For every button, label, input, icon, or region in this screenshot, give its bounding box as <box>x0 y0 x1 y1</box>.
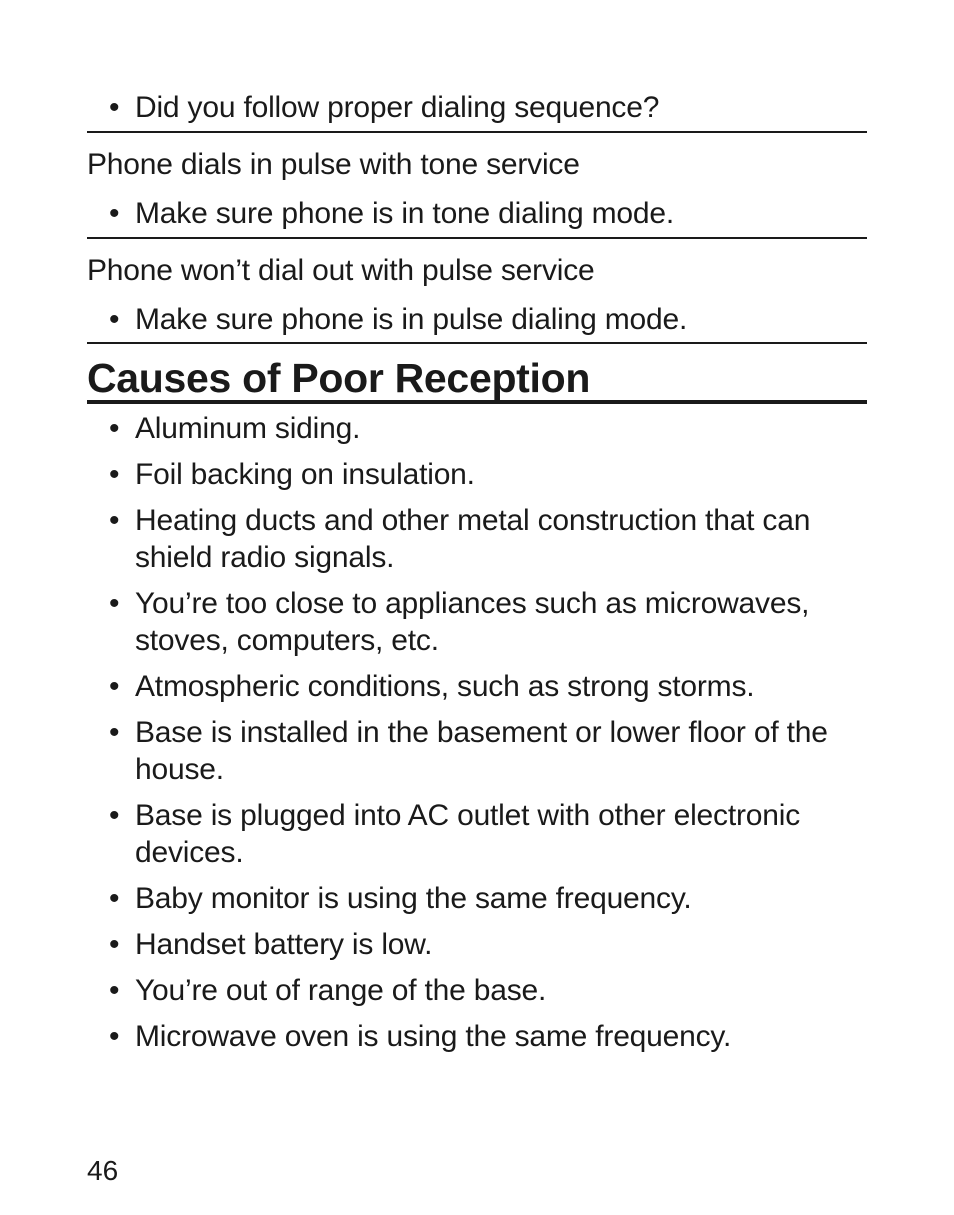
bullet-dot: • <box>109 974 120 1007</box>
list-item <box>87 410 867 447</box>
bullet-text: Did you follow proper dialing sequence? <box>135 91 660 124</box>
list-item-text: Foil backing on insulation. <box>135 458 475 491</box>
list-item-text: Base is plugged into AC outlet with other electronic devices. <box>135 799 800 869</box>
list-item <box>87 1018 867 1055</box>
list-item <box>87 926 867 963</box>
section-heading: Causes of Poor Reception <box>87 355 591 401</box>
list-item <box>87 972 867 1009</box>
bullet-dot: • <box>109 799 120 832</box>
heading-rule <box>87 400 867 404</box>
bullet-dot: • <box>109 197 120 230</box>
list-item <box>87 714 847 788</box>
list-item-text: Atmospheric conditions, such as strong storms. <box>135 670 755 703</box>
list-item-text: Handset battery is low. <box>135 928 433 961</box>
divider <box>87 342 867 344</box>
bullet-dot: • <box>109 303 120 336</box>
list-item-text: Microwave oven is using the same frequency. <box>135 1020 732 1053</box>
bullet-dot: • <box>109 670 120 703</box>
list-item-text: Baby monitor is using the same frequency. <box>135 882 692 915</box>
divider <box>87 237 867 239</box>
list-item-text: Heating ducts and other metal construction that can shield radio signals. <box>135 504 811 574</box>
bullet-item <box>87 301 867 338</box>
problem-label: Phone dials in pulse with tone service <box>87 148 580 181</box>
bullet-item <box>87 89 867 126</box>
bullet-dot: • <box>109 1020 120 1053</box>
list-item <box>87 880 867 917</box>
causes-list <box>87 410 867 1064</box>
list-item <box>87 585 835 659</box>
bullet-dot: • <box>109 412 120 445</box>
bullet-text: Make sure phone is in pulse dialing mode. <box>135 303 688 336</box>
bullet-dot: • <box>109 458 120 491</box>
list-item <box>87 456 867 493</box>
problem-label: Phone won’t dial out with pulse service <box>87 254 595 287</box>
bullet-dot: • <box>109 716 120 749</box>
bullet-text: Make sure phone is in tone dialing mode. <box>135 197 675 230</box>
list-item-text: Base is installed in the basement or lower floor of the house. <box>135 716 828 786</box>
bullet-dot: • <box>109 882 120 915</box>
list-item <box>87 797 825 871</box>
bullet-item <box>87 195 867 232</box>
bullet-dot: • <box>109 91 120 124</box>
list-item-text: You’re out of range of the base. <box>135 974 547 1007</box>
divider <box>87 131 867 133</box>
list-item-text: Aluminum siding. <box>135 412 361 445</box>
bullet-dot: • <box>109 928 120 961</box>
bullet-dot: • <box>109 504 120 537</box>
list-item-text: You’re too close to appliances such as microwaves, stoves, computers, etc. <box>135 587 810 657</box>
bullet-dot: • <box>109 587 120 620</box>
page-number: 46 <box>87 1155 119 1186</box>
list-item <box>87 502 835 576</box>
list-item <box>87 668 867 705</box>
